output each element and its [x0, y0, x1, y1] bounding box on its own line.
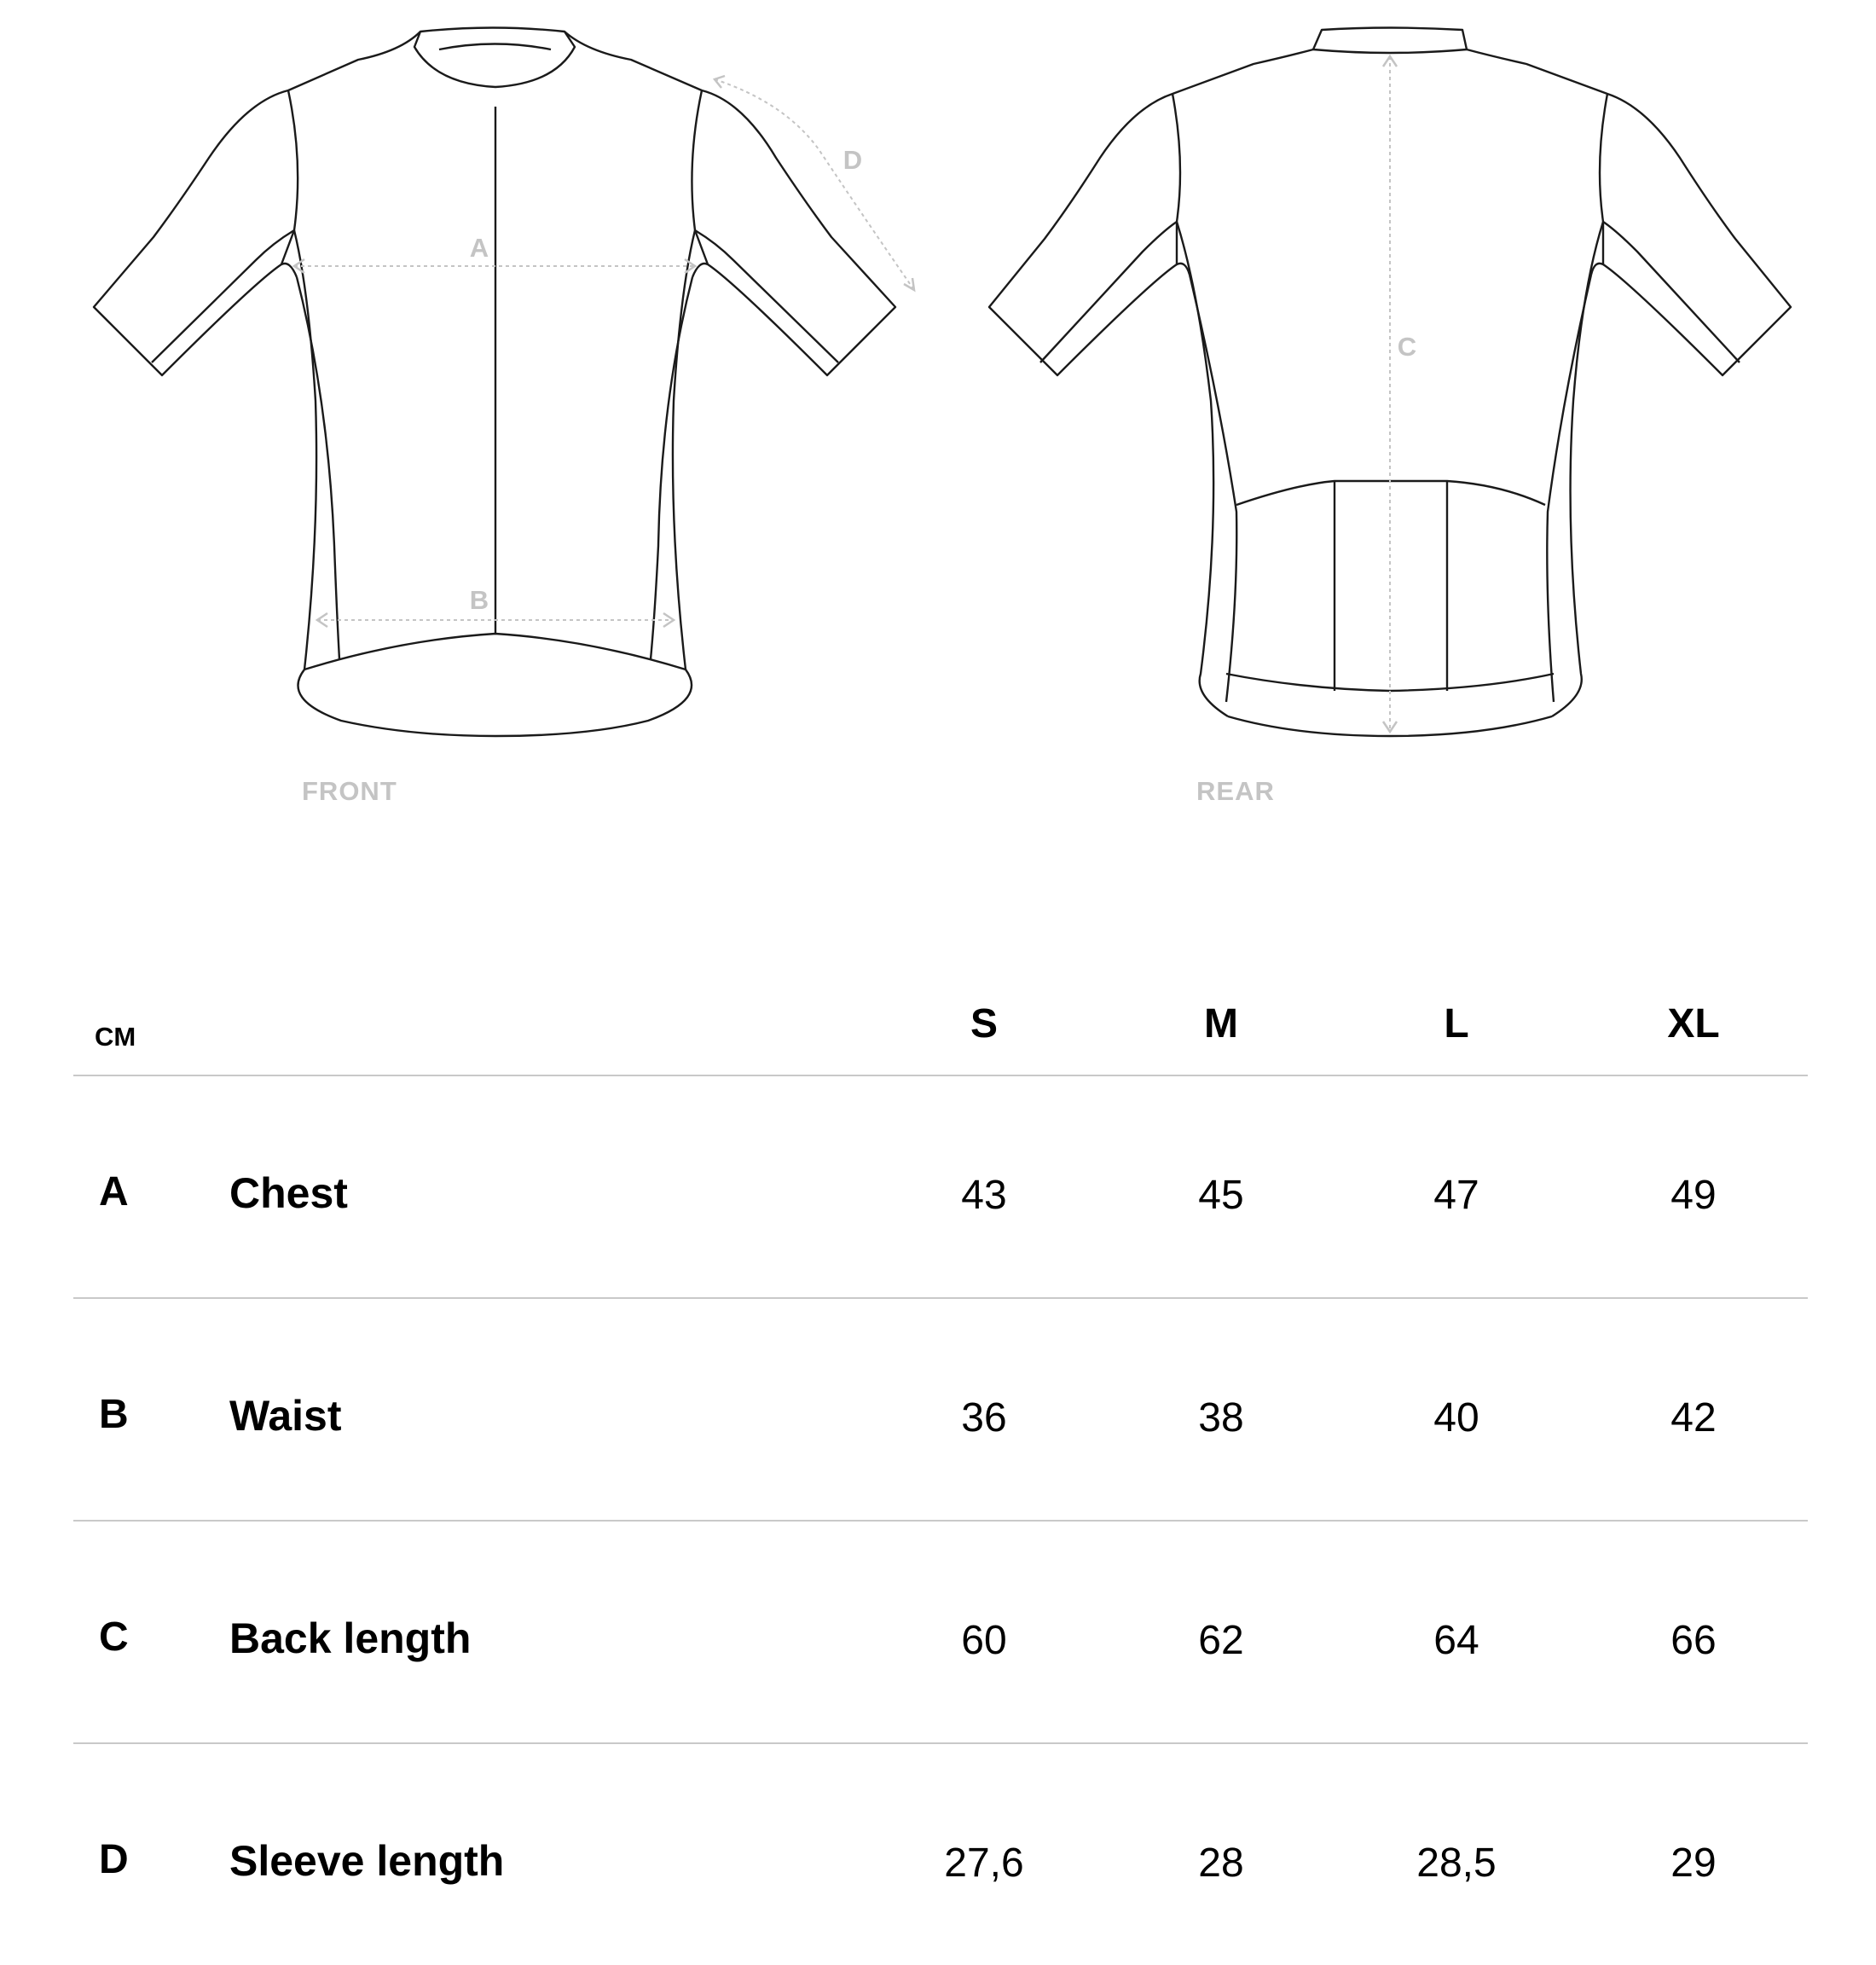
size-header-s: S [970, 1001, 998, 1046]
unit-label: CM [95, 1022, 136, 1052]
size-header-l: L [1444, 1001, 1469, 1046]
measure-code: A [99, 1169, 129, 1214]
rear-view-label: REAR [1196, 776, 1275, 806]
table-row [73, 1076, 1808, 1299]
table-row [73, 1299, 1808, 1522]
table-row [73, 1522, 1808, 1744]
value-xl: 49 [1670, 1173, 1717, 1218]
marker-b: B [469, 585, 489, 615]
marker-a: A [469, 233, 489, 263]
measure-code: C [99, 1614, 129, 1660]
marker-c: C [1397, 332, 1417, 362]
value-xl: 42 [1670, 1395, 1717, 1440]
value-m: 45 [1198, 1173, 1244, 1218]
measure-name: Chest [229, 1169, 348, 1217]
measurement-guides [294, 56, 1390, 732]
value-l: 64 [1433, 1618, 1479, 1663]
measure-code: D [99, 1837, 129, 1882]
value-xl: 66 [1670, 1618, 1717, 1663]
measure-name: Sleeve length [229, 1837, 505, 1885]
table-row [73, 1744, 1808, 1965]
size-header-m: M [1204, 1001, 1238, 1046]
measurement-markers [470, 145, 1416, 615]
value-l: 28,5 [1416, 1840, 1497, 1886]
value-s: 43 [961, 1173, 1007, 1218]
value-s: 60 [961, 1618, 1007, 1663]
value-l: 47 [1433, 1173, 1479, 1218]
measure-code: B [99, 1392, 129, 1437]
size-chart-table [73, 989, 1808, 1965]
size-header-xl: XL [1667, 1001, 1720, 1046]
measure-name: Back length [229, 1614, 472, 1662]
jersey-diagram [0, 0, 1876, 819]
value-s: 36 [961, 1395, 1007, 1440]
value-s: 27,6 [944, 1840, 1024, 1886]
front-view-label: FRONT [302, 776, 397, 806]
value-m: 28 [1198, 1840, 1244, 1886]
sleeve-length-measure-line [715, 79, 914, 290]
size-chart-header [73, 989, 1808, 1076]
measure-name: Waist [229, 1392, 342, 1440]
value-m: 62 [1198, 1618, 1244, 1663]
front-jersey-outline [94, 28, 895, 737]
marker-d: D [842, 145, 863, 175]
value-xl: 29 [1670, 1840, 1717, 1886]
value-m: 38 [1198, 1395, 1244, 1440]
value-l: 40 [1433, 1395, 1479, 1440]
